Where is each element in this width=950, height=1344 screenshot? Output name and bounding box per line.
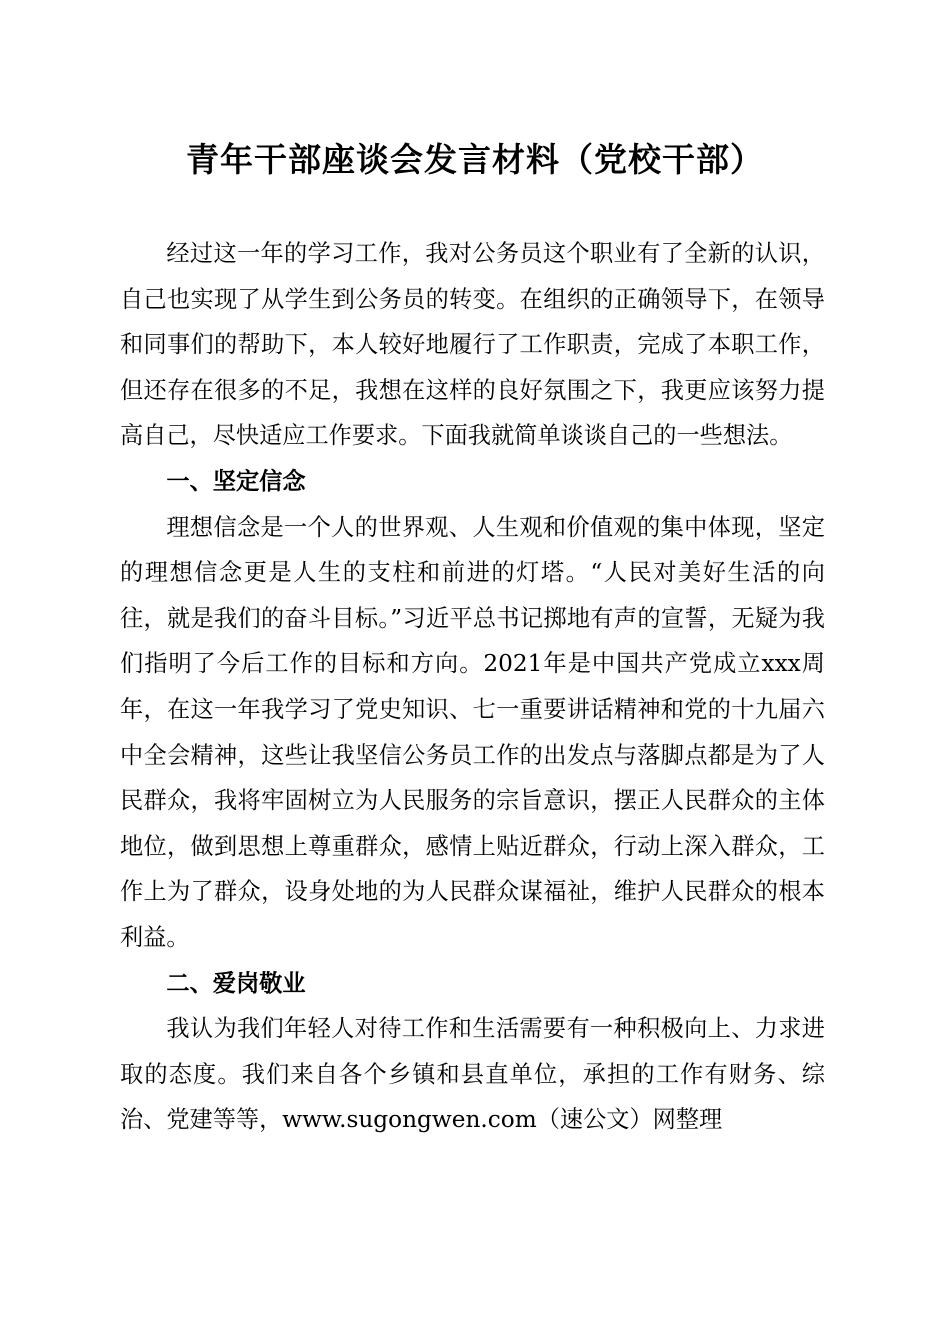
document-body [120, 231, 825, 1143]
document-title: 青年干部座谈会发言材料（党校干部） [186, 140, 764, 179]
section-heading-1: 一、坚定信念 [166, 467, 306, 495]
section-heading-2: 二、爱岗敬业 [166, 969, 306, 997]
section-paragraph-2: 我认为我们年轻人对待工作和生活需要有一种积极向上、力求进取的态度。我们来自各个乡镇和县直单位，承担的工作有财务、综治、党建等等，www.sugongwen.com（速公文）网整理 [120, 1015, 825, 1134]
intro-paragraph: 经过这一年的学习工作，我对公务员这个职业有了全新的认识，自己也实现了从学生到公务员的转变。在组织的正确领导下，在领导和同事们的帮助下，本人较好地履行了工作职责，完成了本职工作，但还存在很多的不足，我想在这样的良好氛围之下，我更应该努力提高自己，尽快适应工作要求。下面我就简单谈谈自己的一些想法。 [120, 240, 825, 450]
section-paragraph-1: 理想信念是一个人的世界观、人生观和价值观的集中体现，坚定的理想信念更是人生的支柱和前进的灯塔。“人民对美好生活的向往，就是我们的奋斗目标。”习近平总书记掷地有声的宣誓，无疑为我们指明了今后工作的目标和方向。2021年是中国共产党成立xxx周年，在这一年我学习了党史知识、七一重要讲话精神和党的十九届六中全会精神，这些让我坚信公务员工作的出发点与落脚点都是为了人民群众，我将牢固树立为人民服务的宗旨意识，摆正人民群众的主体地位，做到思想上尊重群众，感情上贴近群众，行动上深入群众，工作上为了群众，设身处地的为人民群众谋福祉，维护人民群众的根本利益。 [120, 513, 825, 951]
